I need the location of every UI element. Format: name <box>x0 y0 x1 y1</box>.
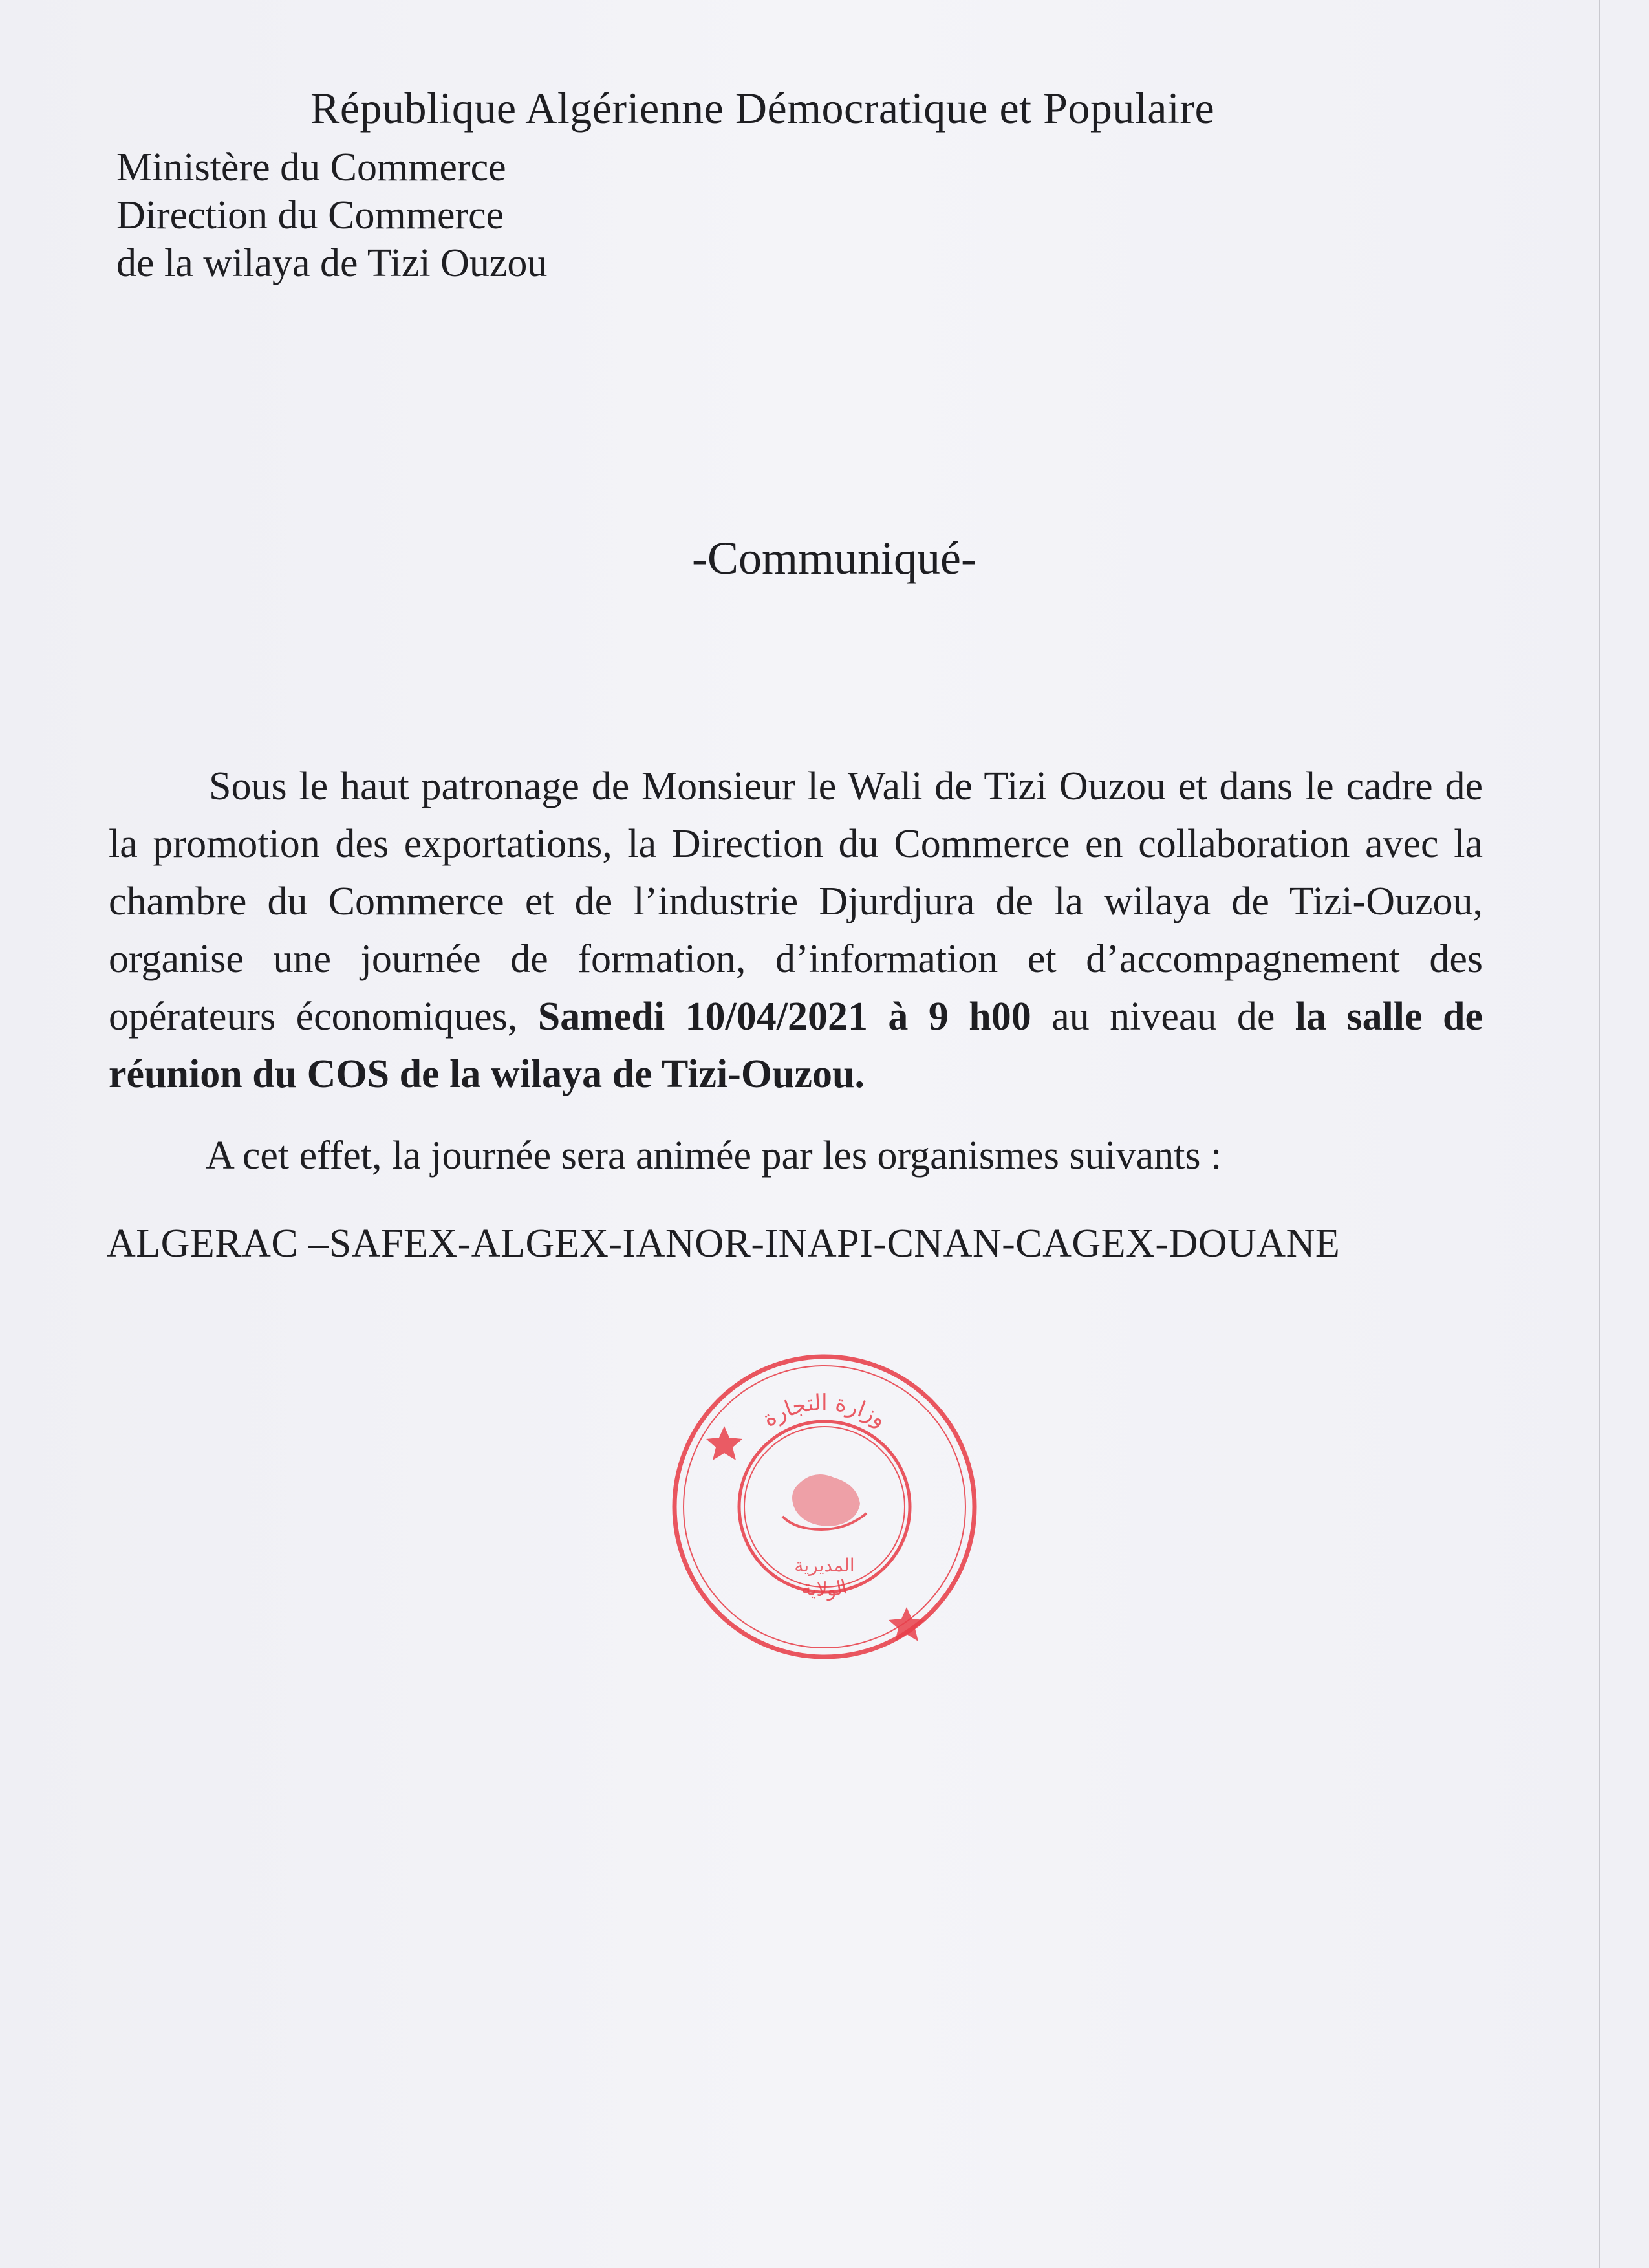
official-stamp <box>666 1348 983 1665</box>
stamp-star-bottom <box>889 1607 925 1641</box>
paragraph-text: Sous le haut patronage de Monsieur le Wali de Tizi Ouzou et dans le cadre de la promotion des exportations, la Direction du Commerce en collaboration avec la chambre du Commerce et de l’industrie Djurdjura de la wilaya de Tizi-Ouzou, organise une journée de formation, d’information et d’accompagnement des opérateurs économiques, <box>109 764 1483 1039</box>
main-paragraph <box>109 758 1483 1103</box>
event-place: la salle de réunion du COS de la wilaya de Tizi-Ouzou. <box>109 995 1483 1096</box>
stamp-ring-upper: وزارة التجارة <box>758 1389 891 1432</box>
document-title: -Communiqué- <box>692 532 976 584</box>
ministry-line: Ministère du Commerce <box>116 146 506 189</box>
stamp-ring-lower: الولاية <box>799 1575 850 1602</box>
republic-heading: République Algérienne Démocratique et Populaire <box>310 83 1215 133</box>
stamp-star-top <box>706 1426 742 1460</box>
direction-line: Direction du Commerce <box>116 193 504 237</box>
stamp-center-text: المديرية <box>794 1555 855 1576</box>
svg-text:الولاية <box>800 1576 850 1601</box>
svg-text:وزارة التجارة <box>758 1390 891 1432</box>
event-date: Samedi 10/04/2021 à 9 h00 <box>537 995 1031 1039</box>
organisms-intro: A cet effet, la journée sera animée par les organismes suivants : <box>206 1134 1222 1178</box>
wilaya-line: de la wilaya de Tizi Ouzou <box>116 241 548 285</box>
organizations-list: ALGERAC –SAFEX-ALGEX-IANOR-INAPI-CNAN-CAGEX-DOUANE <box>107 1222 1341 1266</box>
page-edge <box>1599 0 1600 2268</box>
paragraph-mid: au niveau de <box>1051 995 1275 1039</box>
issuer-block <box>116 144 547 287</box>
